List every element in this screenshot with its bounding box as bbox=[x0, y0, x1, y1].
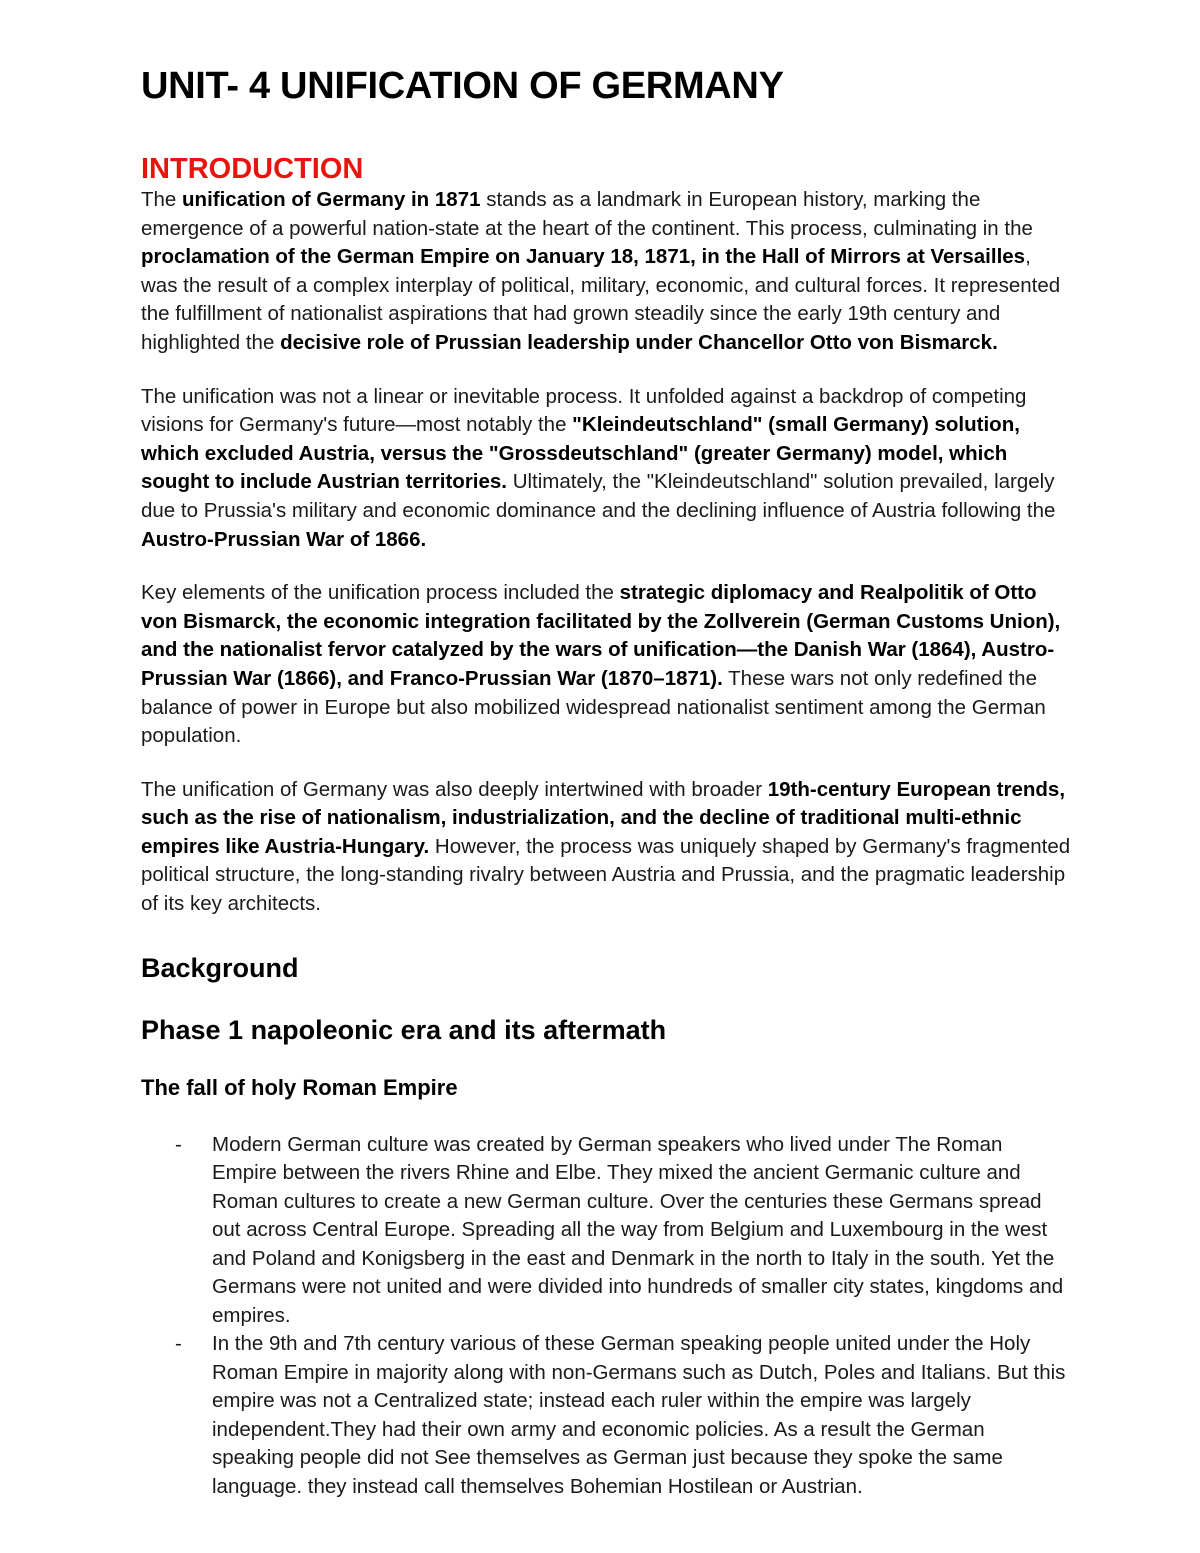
list-item bbox=[141, 1131, 1071, 1331]
intro-paragraph-1 bbox=[141, 186, 1071, 358]
text-span: These wars not only redefined the balance of power in Europe but also mobilized widespread nationalist sentiment among the German population. bbox=[141, 666, 1046, 748]
background-heading: Background bbox=[141, 952, 299, 983]
fall-of-holy-roman-empire-heading: The fall of holy Roman Empire bbox=[141, 1074, 458, 1100]
text-span: , was the result of a complex interplay of political, military, economic, and cultural forces. It represented the fulfillment of nationalist aspirations that had grown steadily since the early 19th century and highlighted the bbox=[141, 245, 1061, 354]
bold-span: "Kleindeutschland" (small Germany) solution, which excluded Austria, versus the "Grossdeutschland" (greater Germany) model, which sought to include Austrian territories. bbox=[141, 413, 1020, 494]
bold-span: strategic diplomacy and Realpolitik of Otto von Bismarck, the economic integration facilitated by the Zollverein (German Customs Union), and the nationalist fervor catalyzed by the wars of unification—the Danish War (1864), Austro-Prussian War (1866), and Franco-Prussian War (1870–1871). bbox=[141, 581, 1061, 690]
bullet-list bbox=[141, 1131, 1071, 1502]
phase-1-heading: Phase 1 napoleonic era and its aftermath bbox=[141, 1014, 667, 1045]
introduction-heading: INTRODUCTION bbox=[141, 153, 364, 185]
bold-span: Austro-Prussian War of 1866. bbox=[141, 527, 427, 551]
bold-span: unification of Germany in 1871 bbox=[182, 188, 481, 211]
document-title: UNIT- 4 UNIFICATION OF GERMANY bbox=[141, 65, 784, 107]
text-span: However, the process was uniquely shaped by Germany's fragmented political structure, the long-standing rivalry between Austria and Prussia, and the pragmatic leadership of its key architects. bbox=[141, 834, 1071, 916]
intro-paragraph-3 bbox=[141, 579, 1071, 751]
intro-paragraph-4 bbox=[141, 776, 1071, 919]
list-item bbox=[141, 1330, 1071, 1501]
dash-bullet: - bbox=[175, 1332, 182, 1356]
text-span: The bbox=[141, 188, 183, 211]
text-span: The unification was not a linear or inevitable process. It unfolded against a backdrop of competing visions for Germany's future—most notably the bbox=[141, 384, 1027, 437]
list-item-text: Modern German culture was created by German speakers who lived under The Roman Empire between the rivers Rhine and Elbe. They mixed the ancient Germanic culture and Roman cultures to create a new German culture. Over the centuries these Germans spread out across Central Europe. Spreading all the way from Belgium and Luxembourg in the west and Poland and Konigsberg in the east and Denmark in the north to Italy in the south. Yet the Germans were not united and were divided into hundreds of smaller city states, kingdoms and empires. bbox=[212, 1132, 1064, 1327]
dash-bullet: - bbox=[175, 1132, 182, 1156]
text-span: Key elements of the unification process included the bbox=[141, 581, 620, 605]
bold-span: 19th-century European trends, such as the rise of nationalism, industrialization, and the decline of traditional multi-ethnic empires like Austria-Hungary. bbox=[141, 777, 1066, 858]
document-page bbox=[141, 60, 1071, 1501]
text-span: Ultimately, the "Kleindeutschland" solution prevailed, largely due to Prussia's military and economic dominance and the declining influence of Austria following the bbox=[141, 470, 1056, 522]
text-span: stands as a landmark in European history, marking the emergence of a powerful nation-state at the heart of the continent. This process, culminating in the bbox=[141, 188, 1033, 240]
intro-paragraph-2 bbox=[141, 383, 1071, 555]
bold-span: proclamation of the German Empire on January 18, 1871, in the Hall of Mirrors at Versailles bbox=[141, 245, 1026, 269]
text-span: The unification of Germany was also deeply intertwined with broader bbox=[141, 777, 768, 801]
bold-span: decisive role of Prussian leadership under Chancellor Otto von Bismarck. bbox=[280, 330, 998, 354]
list-item-text: In the 9th and 7th century various of these German speaking people united under the Holy Roman Empire in majority along with non-Germans such as Dutch, Poles and Italians. But this empire was not a Centralized state; instead each ruler within the empire was largely independent.They had their own army and economic policies. As a result the German speaking people did not See themselves as German just because they spoke the same language. they instead call themselves Bohemian Hostilean or Austrian. bbox=[212, 1332, 1066, 1498]
